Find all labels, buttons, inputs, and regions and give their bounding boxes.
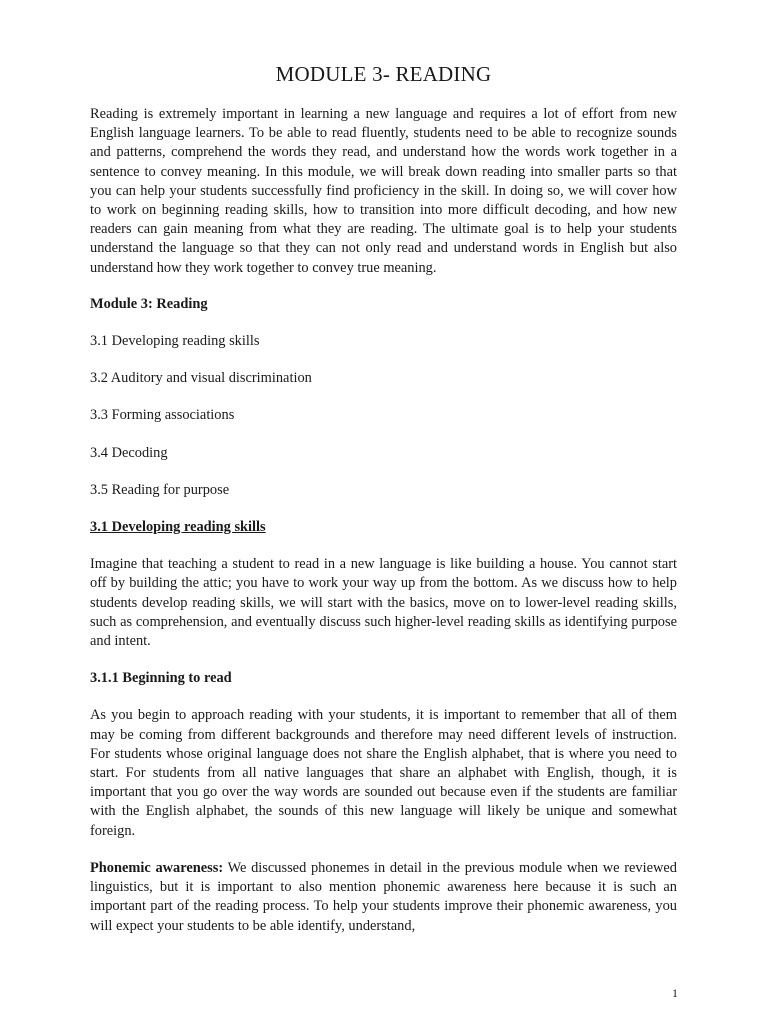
toc-list [90,332,677,500]
page-title: MODULE 3- READING [275,62,492,86]
toc-item-3-5: 3.5 Reading for purpose [90,481,230,498]
toc-item-3-3: 3.3 Forming associations [90,407,235,424]
document-page [90,62,677,936]
section-3-1-body: Imagine that teaching a student to read in a new language is like building a house. You cannot start off by building the attic; you have to work your way up from the bottom. As we discuss how to help students develop reading skills, we will start with the basics, move on to lower-level reading skills, such as comprehension, and eventually discuss such higher-level reading skills as identifying purpose and intent. [90,556,677,650]
section-3-1-1-body: As you begin to approach reading with your students, it is important to remember that all of them may be coming from different backgrounds and therefore may need different levels of instruction. For students whose original language does not share the English alphabet, that is where you need to start. For students from all native languages that share an alphabet with English, though, it is important that you go over the way words are sounded out because even if the students are familiar with the English alphabet, the sounds of this new language will likely be unique and somewhat foreign. [90,707,677,839]
phonemic-awareness-body: We discussed phonemes in detail in the previous module when we reviewed linguistics, but it is important to also mention phonemic awareness here because it is such an important part of the reading process. To help your students improve their phonemic awareness, you will expect your students to be able identify, understand, [90,859,677,934]
toc-heading: Module 3: Reading [90,295,208,312]
toc-item-3-2: 3.2 Auditory and visual discrimination [90,370,312,387]
page-number: 1 [672,986,678,1000]
section-3-1-1-heading: 3.1.1 Beginning to read [90,670,232,687]
section-3-1-heading: 3.1 Developing reading skills [90,519,266,536]
phonemic-awareness-paragraph [90,859,677,936]
toc-item-3-4: 3.4 Decoding [90,444,168,461]
toc-item-3-1: 3.1 Developing reading skills [90,333,260,350]
intro-paragraph: Reading is extremely important in learning a new language and requires a lot of effort from new English language learners. To be able to read fluently, students need to be able to recognize sounds and patterns, comprehend the words they read, and understand how the words work together in a sentence to convey meaning. In this module, we will break down reading into smaller parts so that you can help your students successfully find proficiency in the skill. In doing so, we will cover how to work on beginning reading skills, how to transition into more difficult decoding, and how new readers can gain meaning from what they are reading. The ultimate goal is to help your students understand the language so that they can not only read and understand words in English but also understand how they work together to convey true meaning. [90,106,677,276]
phonemic-awareness-lead: Phonemic awareness: [90,859,224,876]
